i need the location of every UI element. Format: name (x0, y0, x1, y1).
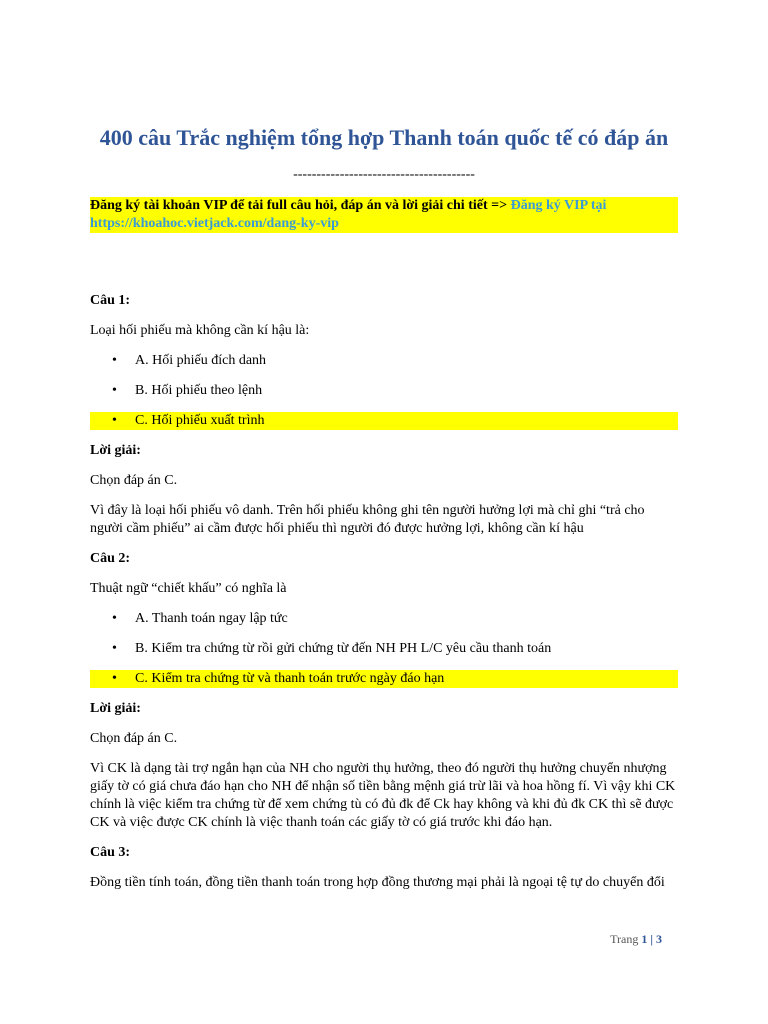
document-content (90, 292, 678, 904)
question-1-option-c (90, 412, 678, 430)
question-2-option-b (90, 640, 678, 658)
question-2-option-a (90, 610, 678, 628)
vip-banner-text: Đăng ký tài khoản VIP để tải full câu hỏi, đáp án và lời giải chi tiết => (90, 198, 511, 213)
footer-total-pages: 3 (656, 932, 662, 946)
question-2-prompt: Thuật ngữ “chiết khấu” có nghĩa là (90, 581, 287, 596)
question-1-options (90, 352, 678, 430)
question-2-solution-label: Lời giải: (90, 701, 141, 716)
question-3-prompt: Đồng tiền tính toán, đồng tiền thanh toán trong hợp đồng thương mại phải là ngoại tệ tự do chuyển đổi (90, 875, 665, 890)
option-text: B. Hối phiếu theo lệnh (135, 383, 263, 398)
question-1-label: Câu 1: (90, 293, 131, 308)
bullet-icon: • (112, 671, 117, 686)
footer-prefix: Trang (610, 932, 642, 946)
question-1-solution-label: Lời giải: (90, 443, 141, 458)
question-1-explanation: Vì đây là loại hối phiếu vô danh. Trên hối phiếu không ghi tên người hưởng lợi mà chỉ ghi “trả cho người cầm phiếu” ai cầm được hối phiếu thì người đó được hưởng lợi, không cần kí hậu (90, 503, 645, 536)
bullet-icon: • (112, 641, 117, 656)
question-2-options (90, 610, 678, 688)
question-1-option-b (90, 382, 678, 400)
bullet-icon: • (112, 383, 117, 398)
bullet-icon: • (112, 413, 117, 428)
question-2-label: Câu 2: (90, 551, 131, 566)
vip-url-link[interactable]: https://khoahoc.vietjack.com/dang-ky-vip (90, 216, 339, 231)
bullet-icon: • (112, 353, 117, 368)
question-2-explanation: Vì CK là dạng tài trợ ngắn hạn của NH cho người thụ hưởng, theo đó người thụ hưởng chuyển nhượng giấy tờ có giá chưa đáo hạn cho NH để nhận số tiền bằng mệnh giá trừ lãi và hoa hồng fí. Vì vậy khi CK chính là việc kiểm tra chứng từ để xem chứng tù có đủ đk để Ck hay không và khi đủ đk CK thì sẽ được CK và việc được CK chính là việc thanh toán các giấy tờ có giá trước khi đáo hạn. (90, 761, 676, 830)
question-2-answer: Chọn đáp án C. (90, 731, 178, 746)
question-1-answer: Chọn đáp án C. (90, 473, 178, 488)
document-title: 400 câu Trắc nghiệm tổng hợp Thanh toán quốc tế có đáp án (99, 125, 669, 150)
option-text: A. Hối phiếu đích danh (135, 353, 267, 368)
title-separator: --------------------------------------- (293, 167, 475, 182)
question-1-option-a (90, 352, 678, 370)
option-text: C. Kiểm tra chứng từ và thanh toán trước ngày đáo hạn (135, 671, 445, 686)
footer-divider: | (647, 932, 656, 946)
vip-register-link[interactable]: Đăng ký VIP tại (510, 198, 607, 213)
page-footer (610, 931, 662, 947)
footer-current-page: 1 (641, 932, 648, 946)
question-3-label: Câu 3: (90, 845, 131, 860)
option-text: A. Thanh toán ngay lập tức (135, 611, 288, 626)
option-text: B. Kiểm tra chứng từ rồi gửi chứng từ đến NH PH L/C yêu cầu thanh toán (135, 641, 552, 656)
vip-banner (90, 197, 678, 233)
question-2-option-c (90, 670, 678, 688)
question-1-prompt: Loại hối phiếu mà không cần kí hậu là: (90, 323, 310, 338)
bullet-icon: • (112, 611, 117, 626)
option-text: C. Hối phiếu xuất trình (135, 413, 265, 428)
